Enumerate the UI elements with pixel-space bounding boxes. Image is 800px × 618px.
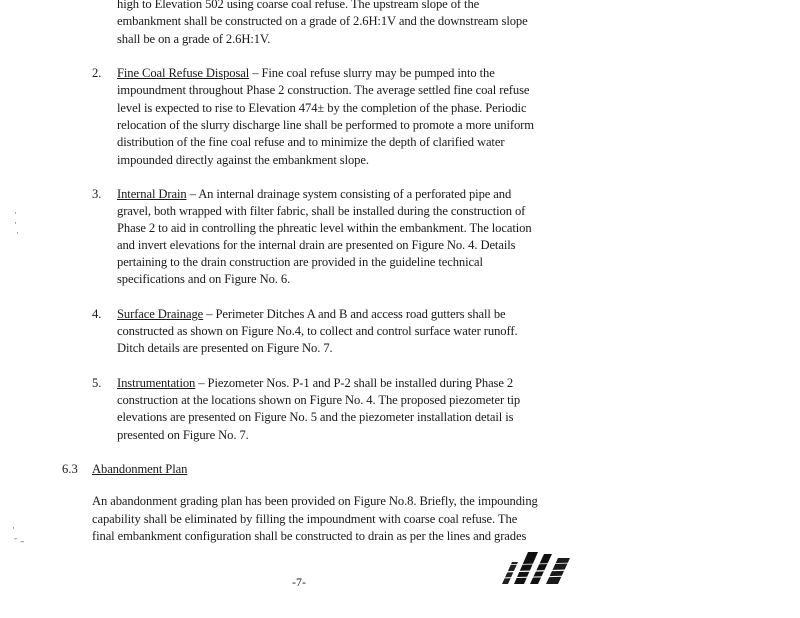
item-line: pertaining to the drain construction are provided in the guideline technical (117, 255, 483, 269)
section-number: 6.3 (62, 462, 78, 476)
item-first-line (117, 375, 513, 391)
item-line: impounded directly against the embankment slope. (117, 153, 369, 167)
item-number: 3. (92, 187, 102, 201)
item-line: gravel, both wrapped with filter fabric, shall be installed during the construction of (117, 204, 526, 218)
item-line: Ditch details are presented on Figure No. 7. (117, 341, 333, 355)
margin-mark: · (12, 524, 15, 534)
margin-mark: · (14, 219, 17, 229)
section-line: final embankment configuration shall be constructed to drain as per the lines and grades (92, 529, 527, 543)
item-line: impoundment throughout Phase 2 construction. The average settled fine coal refuse (117, 83, 530, 97)
margin-mark: – (20, 537, 25, 547)
item-heading: Fine Coal Refuse Disposal (117, 66, 250, 80)
item-line: relocation of the slurry discharge line shall be performed to promote a more uniform (117, 118, 534, 132)
item-heading: Surface Drainage (117, 307, 204, 321)
margin-mark: · (16, 229, 19, 239)
item-line: presented on Figure No. 7. (117, 428, 249, 442)
item-line: distribution of the fine coal refuse and to minimize the depth of clarified water (117, 135, 505, 149)
item-first-line (117, 65, 495, 81)
item-heading: Instrumentation (117, 376, 196, 390)
section-line: capability shall be eliminated by filling the impoundment with coarse coal refuse. The (92, 512, 518, 526)
item-line: specifications and on Figure No. 6. (117, 272, 291, 286)
item-first-line (117, 306, 506, 322)
intro-line: shall be on a grade of 2.6H:1V. (117, 32, 271, 46)
item-line: Phase 2 to aid in controlling the phreatic level within the embankment. The location (117, 221, 532, 235)
page-number: -7- (292, 575, 306, 589)
item-text: – Piezometer Nos. P-1 and P-2 shall be installed during Phase 2 (195, 376, 514, 390)
item-line: and invert elevations for the internal drain are presented on Figure No. 4. Details (117, 238, 516, 252)
item-line: level is expected to rise to Elevation 474± by the completion of the phase. Periodic (117, 101, 527, 115)
section-title: Abandonment Plan (92, 462, 188, 476)
logo-stamp (500, 548, 572, 586)
item-text: – Fine coal refuse slurry may be pumped into the (249, 66, 495, 80)
item-text: – Perimeter Ditches A and B and access road gutters shall be (203, 307, 506, 321)
margin-mark: · (14, 209, 17, 219)
item-first-line (117, 186, 511, 202)
intro-line: embankment shall be constructed on a grade of 2.6H:1V and the downstream slope (117, 14, 528, 28)
section-line: An abandonment grading plan has been provided on Figure No.8. Briefly, the impounding (92, 494, 538, 508)
item-line: construction at the locations shown on Figure No. 4. The proposed piezometer tip (117, 393, 521, 407)
item-line: constructed as shown on Figure No.4, to collect and control surface water runoff. (117, 324, 518, 338)
item-number: 5. (92, 376, 102, 390)
item-number: 2. (92, 66, 102, 80)
margin-mark: - (14, 534, 18, 544)
item-line: elevations are presented on Figure No. 5 and the piezometer installation detail is (117, 410, 514, 424)
item-number: 4. (92, 307, 102, 321)
item-text: – An internal drainage system consisting of a perforated pipe and (186, 187, 512, 201)
item-heading: Internal Drain (117, 187, 187, 201)
intro-line: high to Elevation 502 using coarse coal refuse. The upstream slope of the (117, 0, 480, 11)
